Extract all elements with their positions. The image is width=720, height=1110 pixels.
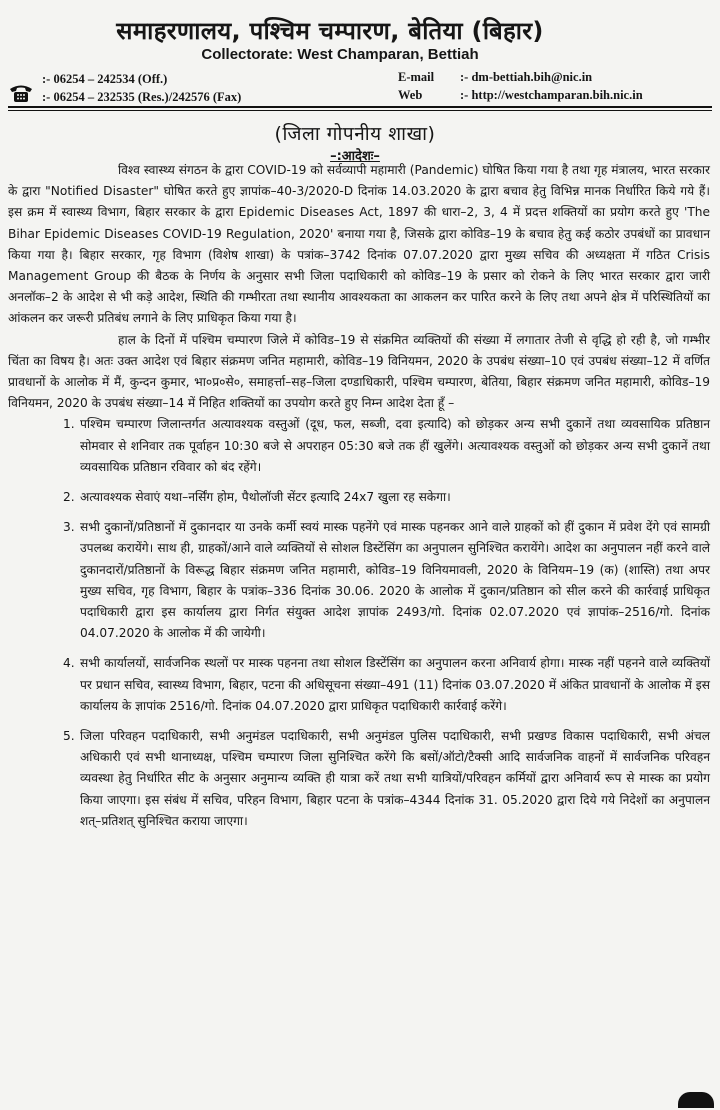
corner-stamp-fragment [678,1092,714,1108]
web-value: :- http://westchamparan.bih.nic.in [460,88,643,102]
preamble-paragraph: विश्व स्वास्थ्य संगठन के द्वारा COVID-19 को सर्वव्यापी महामारी (Pandemic) घोषित किया गया है तथा गृह मंत्रालय, भारत सरकार के द्वारा "Notified Disaster" घोषित करते हुए ज्ञापांक–40-3/2020-D दिनांक 14.03.2020 के द्वारा बचाव हेतु विभिन्न मानक निर्धारित किये गये हैं। इस क्रम में स्वास्थ्य विभाग, बिहार सरकार के द्वारा Epidemic Diseases Act, 1897 की धारा–2, 3, 4 में प्रदत्त शक्तियों का प्रयोग करते हुए 'The Bihar Epidemic Diseases COVID-19 Regulation, 2020' बनाया गया है, जिसके द्वारा कोविड–19 के बचाव हेतु कई कठोर उपबंधों का प्रावधान किया गया है। बिहार सरकार, गृह विभाग (विशेष शाखा) के पत्रांक–3742 दिनांक 07.07.2020 द्वारा मुख्य सचिव की अध्यक्षता में गठित Crisis Management Group की बैठक के निर्णय के अनुसार सभी जिला पदाधिकारी को कोविड–19 के प्रसार को रोकने के लिए भारत सरकार द्वारा जारी अनलॉक–2 के आदेश से भी कड़े आदेश, स्थिति की गम्भीरता तथा स्थानीय आवश्यकता का आकलन कर पारित करने के लिए तथा अपने क्षेत्र में परिस्थितियों का आंकलन कर जरूरी प्रतिबंध लगाने के लिए प्राधिकृत किया गया है। [8,163,710,326]
telephone-icon [8,82,34,104]
order-item-text: पश्चिम चम्पारण जिलान्तर्गत अत्यावश्यक वस्तुओं (दूध, फल, सब्जी, दवा इत्यादि) को छोड़कर अन्य सभी दुकानें तथा व्यवसायिक प्रतिष्ठान सोमवार से शनिवार तक पूर्वाहन 10:30 बजे से अपराहन 05:30 बजे तक हीं खुलेंगे। अत्यावश्यक वस्तुओं को छोड़कर अन्य सभी दुकानें तथा व्यवसायिक प्रतिष्ठान रविवार को बंद रहेंगे। [80,417,710,474]
order-item [8,726,710,832]
office-phone: :- 06254 – 242534 (Off.) [42,72,168,86]
order-intro-paragraph: हाल के दिनों में पश्चिम चम्पारण जिले में कोविड–19 से संक्रमित व्यक्तियों की संख्या में लगातार तेजी से वृद्धि हो रही है, जो गम्भीर चिंता का विषय है। अतः उक्त आदेश एवं बिहार संक्रमण जनित महामारी, कोविड–19 विनियमन, 2020 के उपबंध संख्या–10 एवं उपबंध संख्या–12 में वर्णित प्रावधानों के आलोक में मैं, कुन्दन कुमार, भा०प्र०से०, समाहर्त्ता–सह–जिला दण्डाधिकारी, पश्चिम चम्पारण, बेतिया, बिहार संक्रमण जनित महामारी, कोविड–19 विनियमन, 2020 के उपबंध संख्या–14 में निहित शक्तियों का उपयोग करते हुए निम्न आदेश देता हूँ – [8,332,710,411]
email-label: E-mail [398,70,435,84]
order-item-number: 2. [63,490,75,505]
order-item-text: सभी कार्यालयों, सार्वजनिक स्थलों पर मास्क पहनना तथा सोशल डिस्टेंसिंग का अनुपालन करना अनिवार्य होगा। मास्क नहीं पहनने वाले व्यक्तियों पर प्रधान सचिव, स्वास्थ्य विभाग, बिहार, पटना की अधिसूचना संख्या–491 (11) दिनांक 03.07.2020 में अंकित प्रावधानों के आलोक में इस कार्यालय के ज्ञापांक 2516/गो. दिनांक 04.07.2020 द्वारा प्राधिकृत पदाधिकारी कार्रवाई करेंगे। [80,656,710,713]
order-heading: –:आदेशः– [330,149,380,164]
order-item-number: 1. [63,417,75,432]
email-value: :- dm-bettiah.bih@nic.in [460,70,593,84]
residence-fax-phone: :- 06254 – 232535 (Res.)/242576 (Fax) [42,90,242,104]
order-item [8,517,710,644]
order-item [8,414,710,478]
order-item-number: 3. [63,520,75,535]
order-item-number: 4. [63,656,75,671]
order-list [8,414,710,832]
collectorate-title-hindi: समाहरणालय, पश्चिम चम्पारण, बेतिया (बिहार) [116,17,544,45]
order-item-text: सभी दुकानों/प्रतिष्ठानों में दुकानदार या उनके कर्मी स्वयं मास्क पहनेंगे एवं मास्क पहनकर आने वाले ग्राहकों को हीं दुकान में प्रवेश देंगे एवं सामग्री उपलब्ध करायेंगे। साथ ही, ग्राहकों/आने वाले व्यक्तियों से सोशल डिस्टेंसिंग का अनुपालन सुनिश्चित करायेंगे। आदेश का अनुपालन नहीं करने वाले दुकानदारों/प्रतिष्ठानों के विरूद्ध बिहार संक्रमण जनित महामारी, कोविड–19 विनियमावली, 2020 के विनियम–19 (क) (शास्ति) तथा अपर मुख्य सचिव, गृह विभाग, बिहार के पत्रांक–336 दिनांक 30.06. 2020 के आलोक में दुकान/प्रतिष्ठान को सील करने की कार्रवाई प्राधिकृत पदाधिकारी द्वारा इस कार्यालय द्वारा निर्गत संयुक्त आदेश ज्ञापांक 2493/गो. दिनांक 02.07.2020 एवं ज्ञापांक–2516/गो. दिनांक 04.07.2020 के आलोक में की जायेगी। [80,520,710,641]
section-heading: (जिला गोपनीय शाखा) [274,123,436,145]
order-item-number: 5. [63,729,75,744]
order-item [8,653,710,717]
order-item [8,487,710,508]
order-body [8,160,710,832]
order-item-text: अत्यावश्यक सेवाएं यथा–नर्सिंग होम, पैथोलॉजी सेंटर इत्यादि 24x7 खुला रह सकेगा। [80,490,451,505]
header-rule-top [8,106,712,108]
web-label: Web [398,88,423,102]
collectorate-title-english: Collectorate: West Champaran, Bettiah [201,46,479,63]
header-rule-bottom [8,110,712,111]
order-item-text: जिला परिवहन पदाधिकारी, सभी अनुमंडल पदाधिकारी, सभी अनुमंडल पुलिस पदाधिकारी, सभी प्रखण्ड विकास पदाधिकारी, सभी अंचल अधिकारी एवं सभी थानाध्यक्ष, पश्चिम चम्पारण जिला सुनिश्चित करेंगे कि बसों/ऑटो/टैक्सी आदि सार्वजनिक वाहनों में सार्वजनिक परिवहन व्यवस्था हेतु निर्धारित सीट के अनुसार अनुमान्य व्यक्ति ही यात्रा करें तथा सभी यात्रियों/परिवहन कर्मियों द्वारा अनिवार्य रूप से मास्क का प्रयोग किया जाएगा। इस संबंध में सचिव, परिहन विभाग, बिहार पटना के पत्रांक–4344 दिनांक 31. 05.2020 द्वारा दिये गये निदेशों का अनुपालन शत्–प्रतिशत् सुनिश्चित कराया जाएगा। [80,729,710,828]
